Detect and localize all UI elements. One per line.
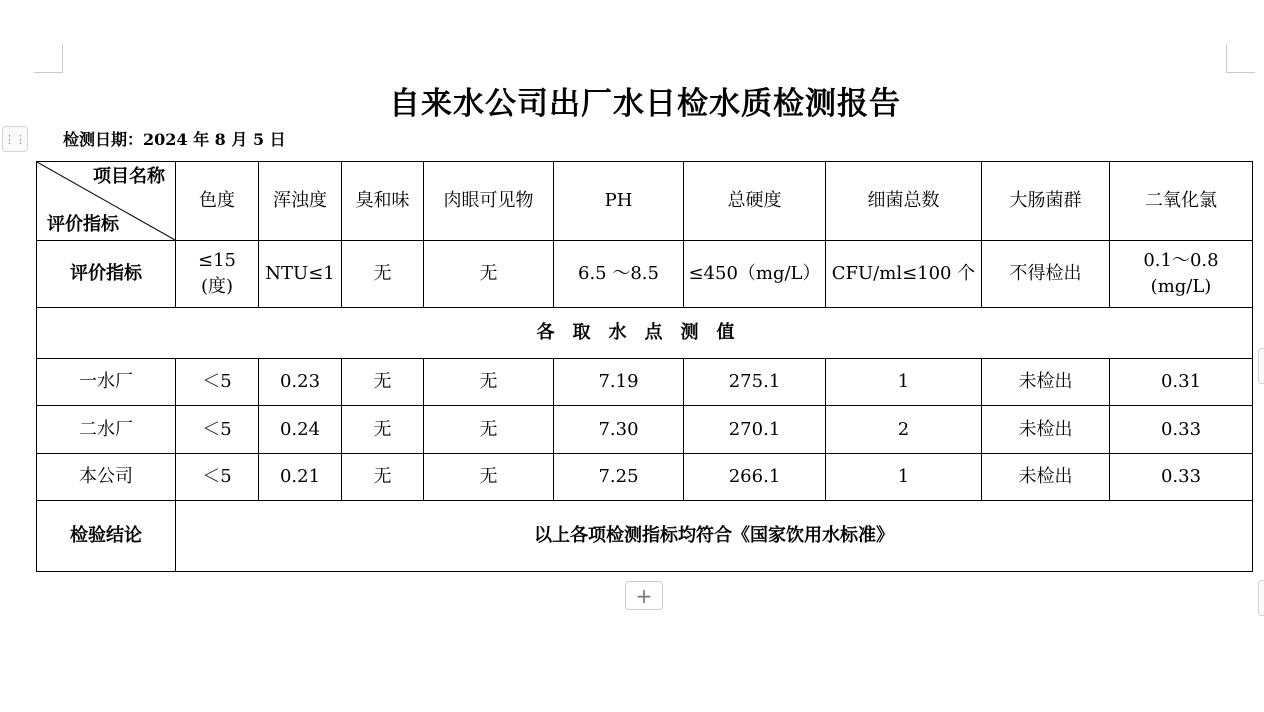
table-cell: 无 <box>342 359 424 406</box>
diag-header-bottom: 评价指标 <box>47 214 119 235</box>
table-cell: 无 <box>424 406 554 454</box>
table-cell: 0.31 <box>1110 359 1253 406</box>
table-cell: 0.33 <box>1110 406 1253 454</box>
standard-cell: 0.1～0.8 (mg/L) <box>1110 241 1253 308</box>
table-cell: ＜5 <box>176 454 259 501</box>
table-row <box>37 454 1253 501</box>
right-edge-tab[interactable] <box>1258 348 1264 384</box>
row-name: 一水厂 <box>37 359 176 406</box>
column-header: 臭和味 <box>342 162 424 241</box>
table-cell: 无 <box>342 454 424 501</box>
table-cell: ＜5 <box>176 359 259 406</box>
table-cell: 1 <box>826 454 982 501</box>
table-cell: 2 <box>826 406 982 454</box>
row-name: 二水厂 <box>37 406 176 454</box>
table-row <box>37 359 1253 406</box>
standard-cell: NTU≤1 <box>259 241 342 308</box>
conclusion-label: 检验结论 <box>37 501 176 572</box>
column-header: 色度 <box>176 162 259 241</box>
table-cell: 无 <box>424 359 554 406</box>
column-header: 总硬度 <box>684 162 826 241</box>
section-header: 各取水点测值 <box>37 308 1253 359</box>
column-header: 细菌总数 <box>826 162 982 241</box>
diag-header-top: 项目名称 <box>93 166 165 187</box>
column-header: 大肠菌群 <box>982 162 1110 241</box>
table-cell: 0.23 <box>259 359 342 406</box>
diagonal-header-cell <box>37 162 176 241</box>
page-title: 自来水公司出厂水日检水质检测报告 <box>389 86 901 122</box>
standard-cell: CFU/ml≤100 个 <box>826 241 982 308</box>
table-cell: 0.24 <box>259 406 342 454</box>
row-label: 评价指标 <box>37 241 176 308</box>
table-cell: 7.30 <box>554 406 684 454</box>
table-cell: 未检出 <box>982 359 1110 406</box>
standard-cell: 无 <box>342 241 424 308</box>
column-header: 二氧化氯 <box>1110 162 1253 241</box>
table-cell: 266.1 <box>684 454 826 501</box>
table-cell: 7.19 <box>554 359 684 406</box>
page-corner-mark-top-left <box>34 44 63 73</box>
table-cell: 无 <box>424 454 554 501</box>
report-date: 检测日期：2024 年 8 月 5 日 <box>63 130 286 149</box>
table-cell: 无 <box>342 406 424 454</box>
column-header: PH <box>554 162 684 241</box>
row-name: 本公司 <box>37 454 176 501</box>
table-cell: 270.1 <box>684 406 826 454</box>
table-cell: 未检出 <box>982 406 1110 454</box>
plus-icon[interactable]: + <box>625 581 663 610</box>
header-row <box>37 162 1253 241</box>
table-cell: 275.1 <box>684 359 826 406</box>
conclusion-row <box>37 501 1253 572</box>
standard-cell: 不得检出 <box>982 241 1110 308</box>
column-header: 浑浊度 <box>259 162 342 241</box>
conclusion-text: 以上各项检测指标均符合《国家饮用水标准》 <box>176 501 1253 572</box>
standard-cell: 无 <box>424 241 554 308</box>
section-header-row <box>37 308 1253 359</box>
drag-handle-icon[interactable]: ⋮⋮ <box>2 126 28 152</box>
table-cell: 未检出 <box>982 454 1110 501</box>
table-row <box>37 406 1253 454</box>
table-cell: 1 <box>826 359 982 406</box>
standard-cell: 6.5 ～8.5 <box>554 241 684 308</box>
water-quality-table <box>36 161 1253 572</box>
column-header: 肉眼可见物 <box>424 162 554 241</box>
table-cell: ＜5 <box>176 406 259 454</box>
standard-cell: ≤15 (度) <box>176 241 259 308</box>
right-edge-tab-lower[interactable] <box>1258 580 1264 616</box>
table-cell: 7.25 <box>554 454 684 501</box>
table-cell: 0.33 <box>1110 454 1253 501</box>
standard-row <box>37 241 1253 308</box>
standard-cell: ≤450（mg/L） <box>684 241 826 308</box>
table-cell: 0.21 <box>259 454 342 501</box>
page-corner-mark-top-right <box>1226 44 1255 73</box>
